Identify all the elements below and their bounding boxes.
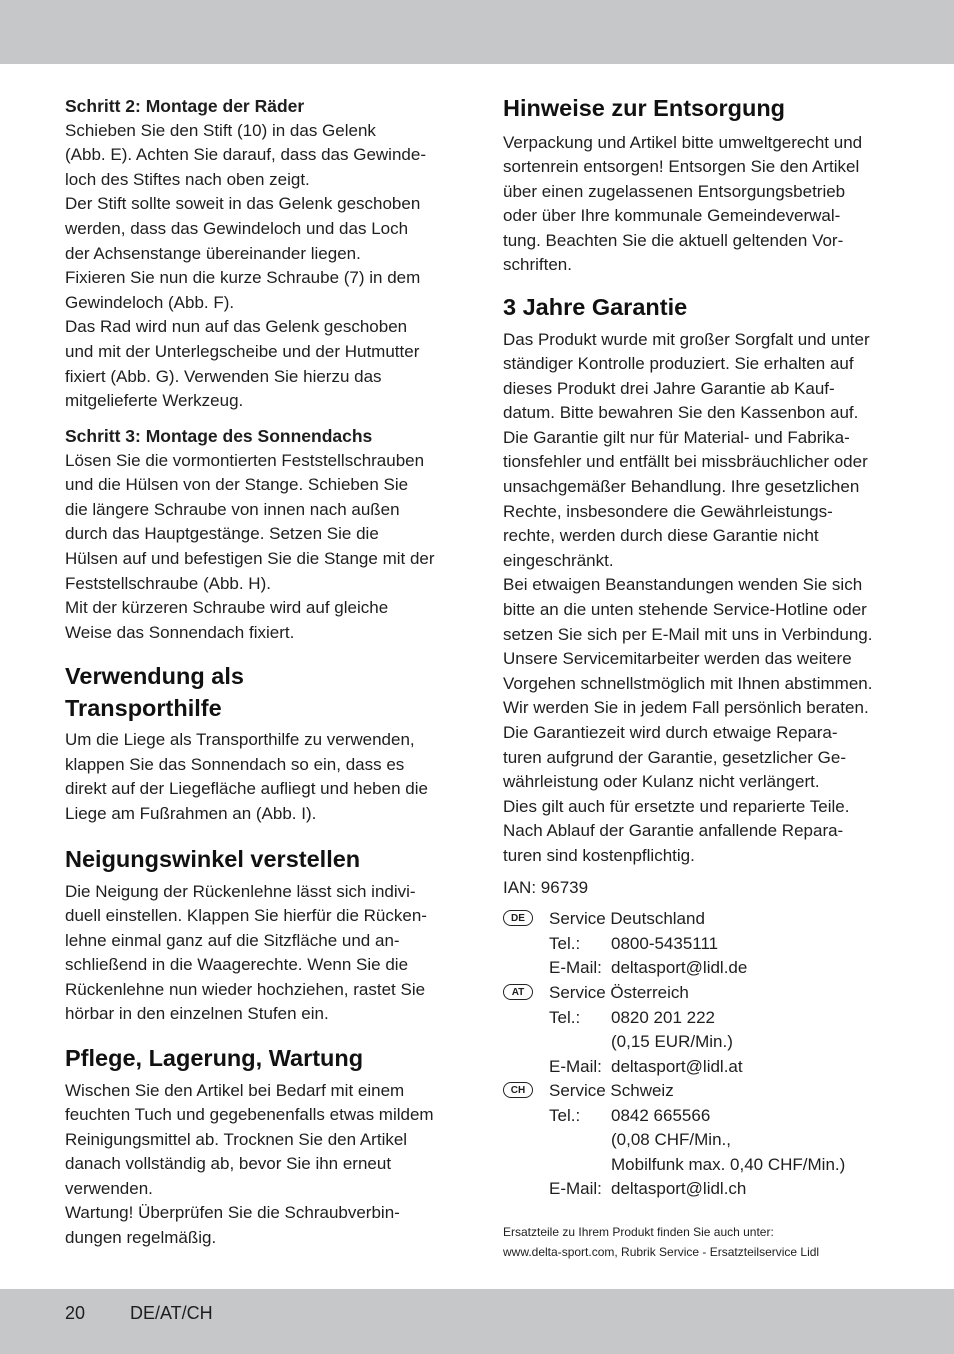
- text-line: Vorgehen schnellstmöglich mit Ihnen abstimmen.: [503, 673, 873, 693]
- text-line: (Abb. E). Achten Sie darauf, dass das Gewinde-: [65, 145, 426, 165]
- text-line: bitte an die unten stehende Service-Hotline oder: [503, 600, 867, 620]
- spare-parts-note: [503, 1222, 903, 1262]
- text-line: eingeschränkt.: [503, 550, 614, 570]
- service-at-name: Service Österreich: [549, 983, 689, 1002]
- service-ch-tel-label: Tel.:: [549, 1105, 581, 1125]
- text-line: Feststellschraube (Abb. H).: [65, 573, 271, 593]
- service-de-tel-label: Tel.:: [549, 933, 581, 953]
- text-line: Rückenlehne nun wieder hochziehen, rastet Sie: [65, 979, 426, 999]
- step3-title: Schritt 3: Montage des Sonnendachs: [65, 426, 373, 446]
- text-line: schriften.: [503, 255, 572, 275]
- text-line: Nach Ablauf der Garantie anfallende Repara-: [503, 821, 844, 841]
- warranty-section: [503, 292, 903, 869]
- angle-body: [65, 880, 465, 1028]
- step2-title: Schritt 2: Montage der Räder: [65, 96, 305, 116]
- text-line: und mit der Unterlegscheibe und der Hutmutter: [65, 341, 420, 361]
- text-line: unsachgemäßer Behandlung. Ihre gesetzlichen: [503, 477, 860, 497]
- service-ch-tel-note: (0,08 CHF/Min.,: [611, 1130, 731, 1150]
- text-line: sortenrein entsorgen! Entsorgen Sie den Artikel: [503, 157, 860, 177]
- service-at-mail-label: E-Mail:: [549, 1056, 602, 1076]
- text-line: währleistung oder Kulanz nicht verlängert.: [503, 772, 820, 792]
- transport-title-line2: Transporthilfe: [65, 694, 222, 721]
- text-line: Verpackung und Artikel bitte umweltgerecht und: [503, 132, 863, 152]
- text-line: setzen Sie sich per E-Mail mit uns in Verbindung.: [503, 624, 873, 644]
- service-ch-mail: deltasport@lidl.ch: [611, 1179, 747, 1199]
- text-line: klappen Sie das Sonnendach so ein, dass es: [65, 754, 405, 774]
- ch-badge-icon: CH: [503, 1082, 533, 1098]
- service-de-mail: deltasport@lidl.de: [611, 958, 748, 978]
- angle-section: [65, 844, 465, 1027]
- transport-section: [65, 661, 465, 826]
- header-bar: [0, 0, 954, 64]
- spare-parts-line2: www.delta-sport.com, Rubrik Service - Ersatzteilservice Lidl: [503, 1245, 820, 1259]
- text-line: Reinigungsmittel ab. Trocknen Sie den Artikel: [65, 1129, 408, 1149]
- page-number: 20: [65, 1303, 86, 1323]
- care-section: [65, 1043, 465, 1251]
- text-line: die längere Schraube von innen nach außen: [65, 499, 400, 519]
- service-ch-tel-note2: Mobilfunk max. 0,40 CHF/Min.): [611, 1154, 846, 1174]
- transport-title-line1: Verwendung als: [65, 663, 244, 689]
- text-line: tionsfehler und entfällt bei missbräuchlicher oder: [503, 452, 868, 472]
- text-line: turen sind kostenpflichtig.: [503, 845, 695, 865]
- text-line: Dies gilt auch für ersetzte und reparierte Teile.: [503, 796, 850, 816]
- de-badge-icon: DE: [503, 910, 533, 926]
- step3-section: [65, 424, 465, 645]
- text-line: Schieben Sie den Stift (10) in das Gelenk: [65, 120, 376, 140]
- text-line: Hülsen auf und befestigen Sie die Stange mit der: [65, 548, 435, 568]
- text-line: Wir werden Sie in jedem Fall persönlich beraten.: [503, 698, 869, 718]
- service-at-tel-label: Tel.:: [549, 1007, 581, 1027]
- disposal-body: [503, 131, 903, 279]
- service-ch-tel: 0842 665566: [611, 1105, 711, 1125]
- text-line: oder über Ihre kommunale Gemeindeverwal-: [503, 206, 841, 226]
- transport-body: [65, 728, 465, 826]
- text-line: Der Stift sollte soweit in das Gelenk geschoben: [65, 194, 421, 214]
- text-line: hörbar in den einzelnen Stufen ein.: [65, 1004, 329, 1024]
- text-line: Gewindeloch (Abb. F).: [65, 292, 235, 312]
- text-line: feuchten Tuch und gegebenenfalls etwas mildem: [65, 1105, 434, 1125]
- text-line: über einen zugelassenen Entsorgungsbetrieb: [503, 181, 846, 201]
- text-line: Das Produkt wurde mit großer Sorgfalt und unter: [503, 329, 870, 349]
- disposal-title: Hinweise zur Entsorgung: [503, 95, 786, 121]
- text-line: direkt auf der Liegefläche aufliegt und heben die: [65, 779, 428, 799]
- text-line: und die Hülsen von der Stange. Schieben Sie: [65, 475, 409, 495]
- service-at-tel: 0820 201 222: [611, 1007, 715, 1027]
- text-line: Rechte, insbesondere die Gewährleistungs-: [503, 501, 833, 521]
- service-ch-mail-label: E-Mail:: [549, 1179, 602, 1199]
- ian-number: IAN: 96739: [503, 878, 589, 897]
- angle-title: Neigungswinkel verstellen: [65, 846, 361, 872]
- text-line: tung. Beachten Sie die aktuell geltenden Vor-: [503, 230, 844, 250]
- step3-body: [65, 449, 465, 646]
- text-line: turen aufgrund der Garantie, gesetzlicher Ge-: [503, 747, 847, 767]
- text-line: Liege am Fußrahmen an (Abb. I).: [65, 803, 317, 823]
- care-body: [65, 1079, 465, 1251]
- text-line: Weise das Sonnendach fixiert.: [65, 622, 295, 642]
- text-line: Bei etwaigen Beanstandungen wenden Sie sich: [503, 575, 863, 595]
- text-line: verwenden.: [65, 1178, 153, 1198]
- text-line: Wischen Sie den Artikel bei Bedarf mit einem: [65, 1080, 405, 1100]
- text-line: schließend in die Waagerechte. Wenn Sie die: [65, 955, 409, 975]
- text-line: Die Garantie gilt nur für Material- und Fabrika-: [503, 427, 850, 447]
- service-de-mail-label: E-Mail:: [549, 958, 602, 978]
- text-line: mitgelieferte Werkzeug.: [65, 391, 244, 411]
- text-line: Um die Liege als Transporthilfe zu verwenden,: [65, 730, 415, 749]
- text-line: dieses Produkt drei Jahre Garantie ab Kauf-: [503, 378, 835, 398]
- text-line: lehne einmal ganz auf die Sitzfläche und an-: [65, 930, 400, 950]
- care-title: Pflege, Lagerung, Wartung: [65, 1045, 364, 1071]
- text-line: durch das Hauptgestänge. Setzen Sie die: [65, 524, 379, 544]
- spare-parts-line1: Ersatzteile zu Ihrem Produkt finden Sie auch unter:: [503, 1225, 774, 1239]
- at-badge-icon: AT: [503, 984, 533, 1000]
- text-line: danach vollständig ab, bevor Sie ihn erneut: [65, 1154, 392, 1174]
- page-language: DE/AT/CH: [130, 1303, 213, 1323]
- service-at-mail: deltasport@lidl.at: [611, 1056, 743, 1076]
- text-line: rechte, werden durch diese Garantie nicht: [503, 526, 819, 546]
- text-line: fixiert (Abb. G). Verwenden Sie hierzu das: [65, 366, 382, 386]
- disposal-section: [503, 93, 903, 278]
- service-at-tel-note: (0,15 EUR/Min.): [611, 1032, 733, 1052]
- text-line: Die Neigung der Rückenlehne lässt sich indivi-: [65, 881, 416, 901]
- text-line: werden, dass das Gewindeloch und das Loch: [65, 218, 409, 238]
- text-line: datum. Bitte bewahren Sie den Kassenbon auf.: [503, 403, 859, 423]
- service-de-tel: 0800-5435111: [611, 933, 719, 953]
- text-line: Fixieren Sie nun die kurze Schraube (7) in dem: [65, 268, 421, 288]
- text-line: Unsere Servicemitarbeiter werden das weitere: [503, 649, 852, 669]
- text-line: ständiger Kontrolle produziert. Sie erhalten auf: [503, 354, 854, 374]
- service-de-name: Service Deutschland: [549, 909, 705, 928]
- step2-section: [65, 94, 465, 414]
- step2-body: [65, 119, 465, 414]
- warranty-title: 3 Jahre Garantie: [503, 294, 688, 320]
- text-line: duell einstellen. Klappen Sie hierfür die Rücken-: [65, 906, 427, 926]
- text-line: der Achsenstange übereinander liegen.: [65, 243, 361, 263]
- text-line: Wartung! Überprüfen Sie die Schraubverbin-: [65, 1203, 400, 1223]
- text-line: dungen regelmäßig.: [65, 1228, 217, 1248]
- text-line: Mit der kürzeren Schraube wird auf gleiche: [65, 598, 389, 618]
- text-line: loch des Stiftes nach oben zeigt.: [65, 169, 310, 189]
- text-line: Die Garantiezeit wird durch etwaige Repara-: [503, 723, 838, 742]
- warranty-body: [503, 328, 903, 869]
- text-line: Das Rad wird nun auf das Gelenk geschoben: [65, 317, 408, 337]
- service-ch-name: Service Schweiz: [549, 1081, 674, 1100]
- text-line: Lösen Sie die vormontierten Feststellschrauben: [65, 450, 425, 470]
